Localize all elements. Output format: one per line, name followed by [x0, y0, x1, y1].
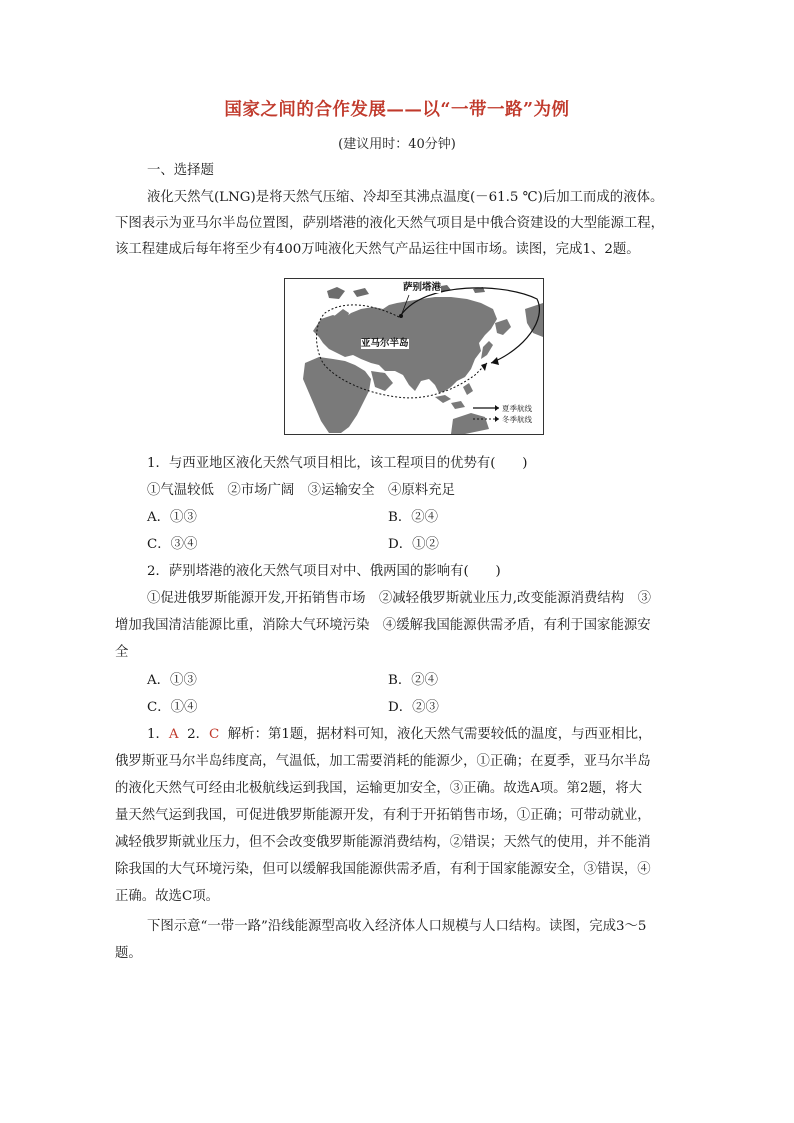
q2-items-line-2: 增加我国清洁能源比重，消除大气环境污染 ④缓解我国能源供需矛盾，有利于国家能源安	[115, 618, 651, 633]
time-note: (建议用时：40分钟)	[338, 137, 456, 152]
australia	[451, 413, 489, 434]
q1-stem: 1．与西亚地区液化天然气项目相比，该工程项目的优势有( )	[147, 456, 528, 471]
answer-line-5: 减轻俄罗斯就业压力，但不会改变俄罗斯能源消费结构，②错误；天然气的使用，并不能消	[115, 835, 651, 850]
legend-winter-arrow	[495, 416, 499, 422]
q2-option-b: B．②④	[388, 673, 439, 688]
answer-q2: C	[209, 727, 220, 742]
africa-landmass	[303, 357, 371, 433]
intro2-line-1: 下图示意“一带一路”沿线能源型高收入经济体人口规模与人口结构。读图，完成3～5	[147, 919, 647, 934]
answer-line-2: 俄罗斯亚马尔半岛纬度高，气温低，加工需要消耗的能源少，①正确；在夏季，亚马尔半岛	[115, 754, 651, 769]
answer-line-1	[147, 726, 683, 744]
arabia	[371, 371, 393, 391]
yamal-map-figure	[284, 278, 544, 435]
section-heading: 一、选择题	[147, 163, 214, 178]
q2-option-c: C．①④	[147, 700, 198, 715]
kamchatka	[495, 319, 511, 335]
q2-stem: 2．萨别塔港的液化天然气项目对中、俄两国的影响有( )	[147, 564, 501, 579]
answer-prefix-1: 1．	[147, 727, 169, 742]
sea-islands	[463, 383, 473, 395]
port-label: 萨别塔港	[403, 282, 442, 293]
answer-line-3: 的液化天然气可经由北极航线运到我国，运输更加安全，③正确。故选A项。第2题，将大	[115, 781, 643, 796]
q2-option-d: D．②③	[388, 700, 439, 715]
intro1-line-3: 该工程建成后每年将至少有400万吨液化天然气产品运往中国市场。读图，完成1、2题。	[115, 242, 640, 257]
legend-summer-label: 夏季航线	[502, 404, 532, 413]
q1-items: ①气温较低 ②市场广阔 ③运输安全 ④原料充足	[147, 483, 455, 498]
legend-winter-label: 冬季航线	[502, 415, 532, 424]
sea-islands	[451, 401, 465, 409]
japan	[481, 341, 493, 359]
north-america	[525, 303, 543, 337]
q2-items-line-3: 全	[115, 645, 129, 660]
summer-route-arrow	[491, 357, 499, 365]
q1-option-c: C．③④	[147, 537, 198, 552]
winter-route-arrow	[481, 363, 487, 371]
sea-islands	[435, 395, 451, 403]
q1-option-a: A．①③	[147, 510, 197, 525]
intro1-line-1: 液化天然气(LNG)是将天然气压缩、冷却至其沸点温度(－61.5 ℃)后加工而成的液体。	[147, 190, 664, 205]
answer-explanation-start: 解析：第1题，据材料可知，液化天然气需要较低的温度，与西亚相比，	[227, 727, 652, 742]
peninsula-label: 亚马尔半岛	[361, 338, 409, 349]
intro1-line-2: 下图表示为亚马尔半岛位置图，萨别塔港的液化天然气项目是中俄合资建设的大型能源工程，	[115, 216, 665, 231]
answer-line-7: 正确。故选C项。	[115, 889, 219, 904]
q2-option-a: A．①③	[147, 673, 197, 688]
answer-prefix-2: 2．	[187, 727, 210, 742]
answer-line-6: 除我国的大气环境污染，但可以缓解我国能源供需矛盾，有利于国家能源安全，③错误，④	[115, 862, 651, 877]
q2-items-line-1: ①促进俄罗斯能源开发,开拓销售市场 ②减轻俄罗斯就业压力,改变能源消费结构 ③	[147, 591, 651, 606]
intro2-line-2: 题。	[115, 946, 142, 961]
answer-q1: A	[168, 727, 179, 742]
answer-line-4: 量天然气运到我国，可促进俄罗斯能源开发，有利于开拓销售市场，①正确；可带动就业，	[115, 808, 651, 823]
page-title: 国家之间的合作发展——以“一带一路”为例	[224, 100, 570, 120]
q1-option-d: D．①②	[388, 537, 439, 552]
q1-option-b: B．②④	[388, 510, 439, 525]
arctic-island	[353, 288, 369, 297]
legend-summer-arrow	[495, 405, 499, 411]
arctic-island	[327, 287, 345, 299]
